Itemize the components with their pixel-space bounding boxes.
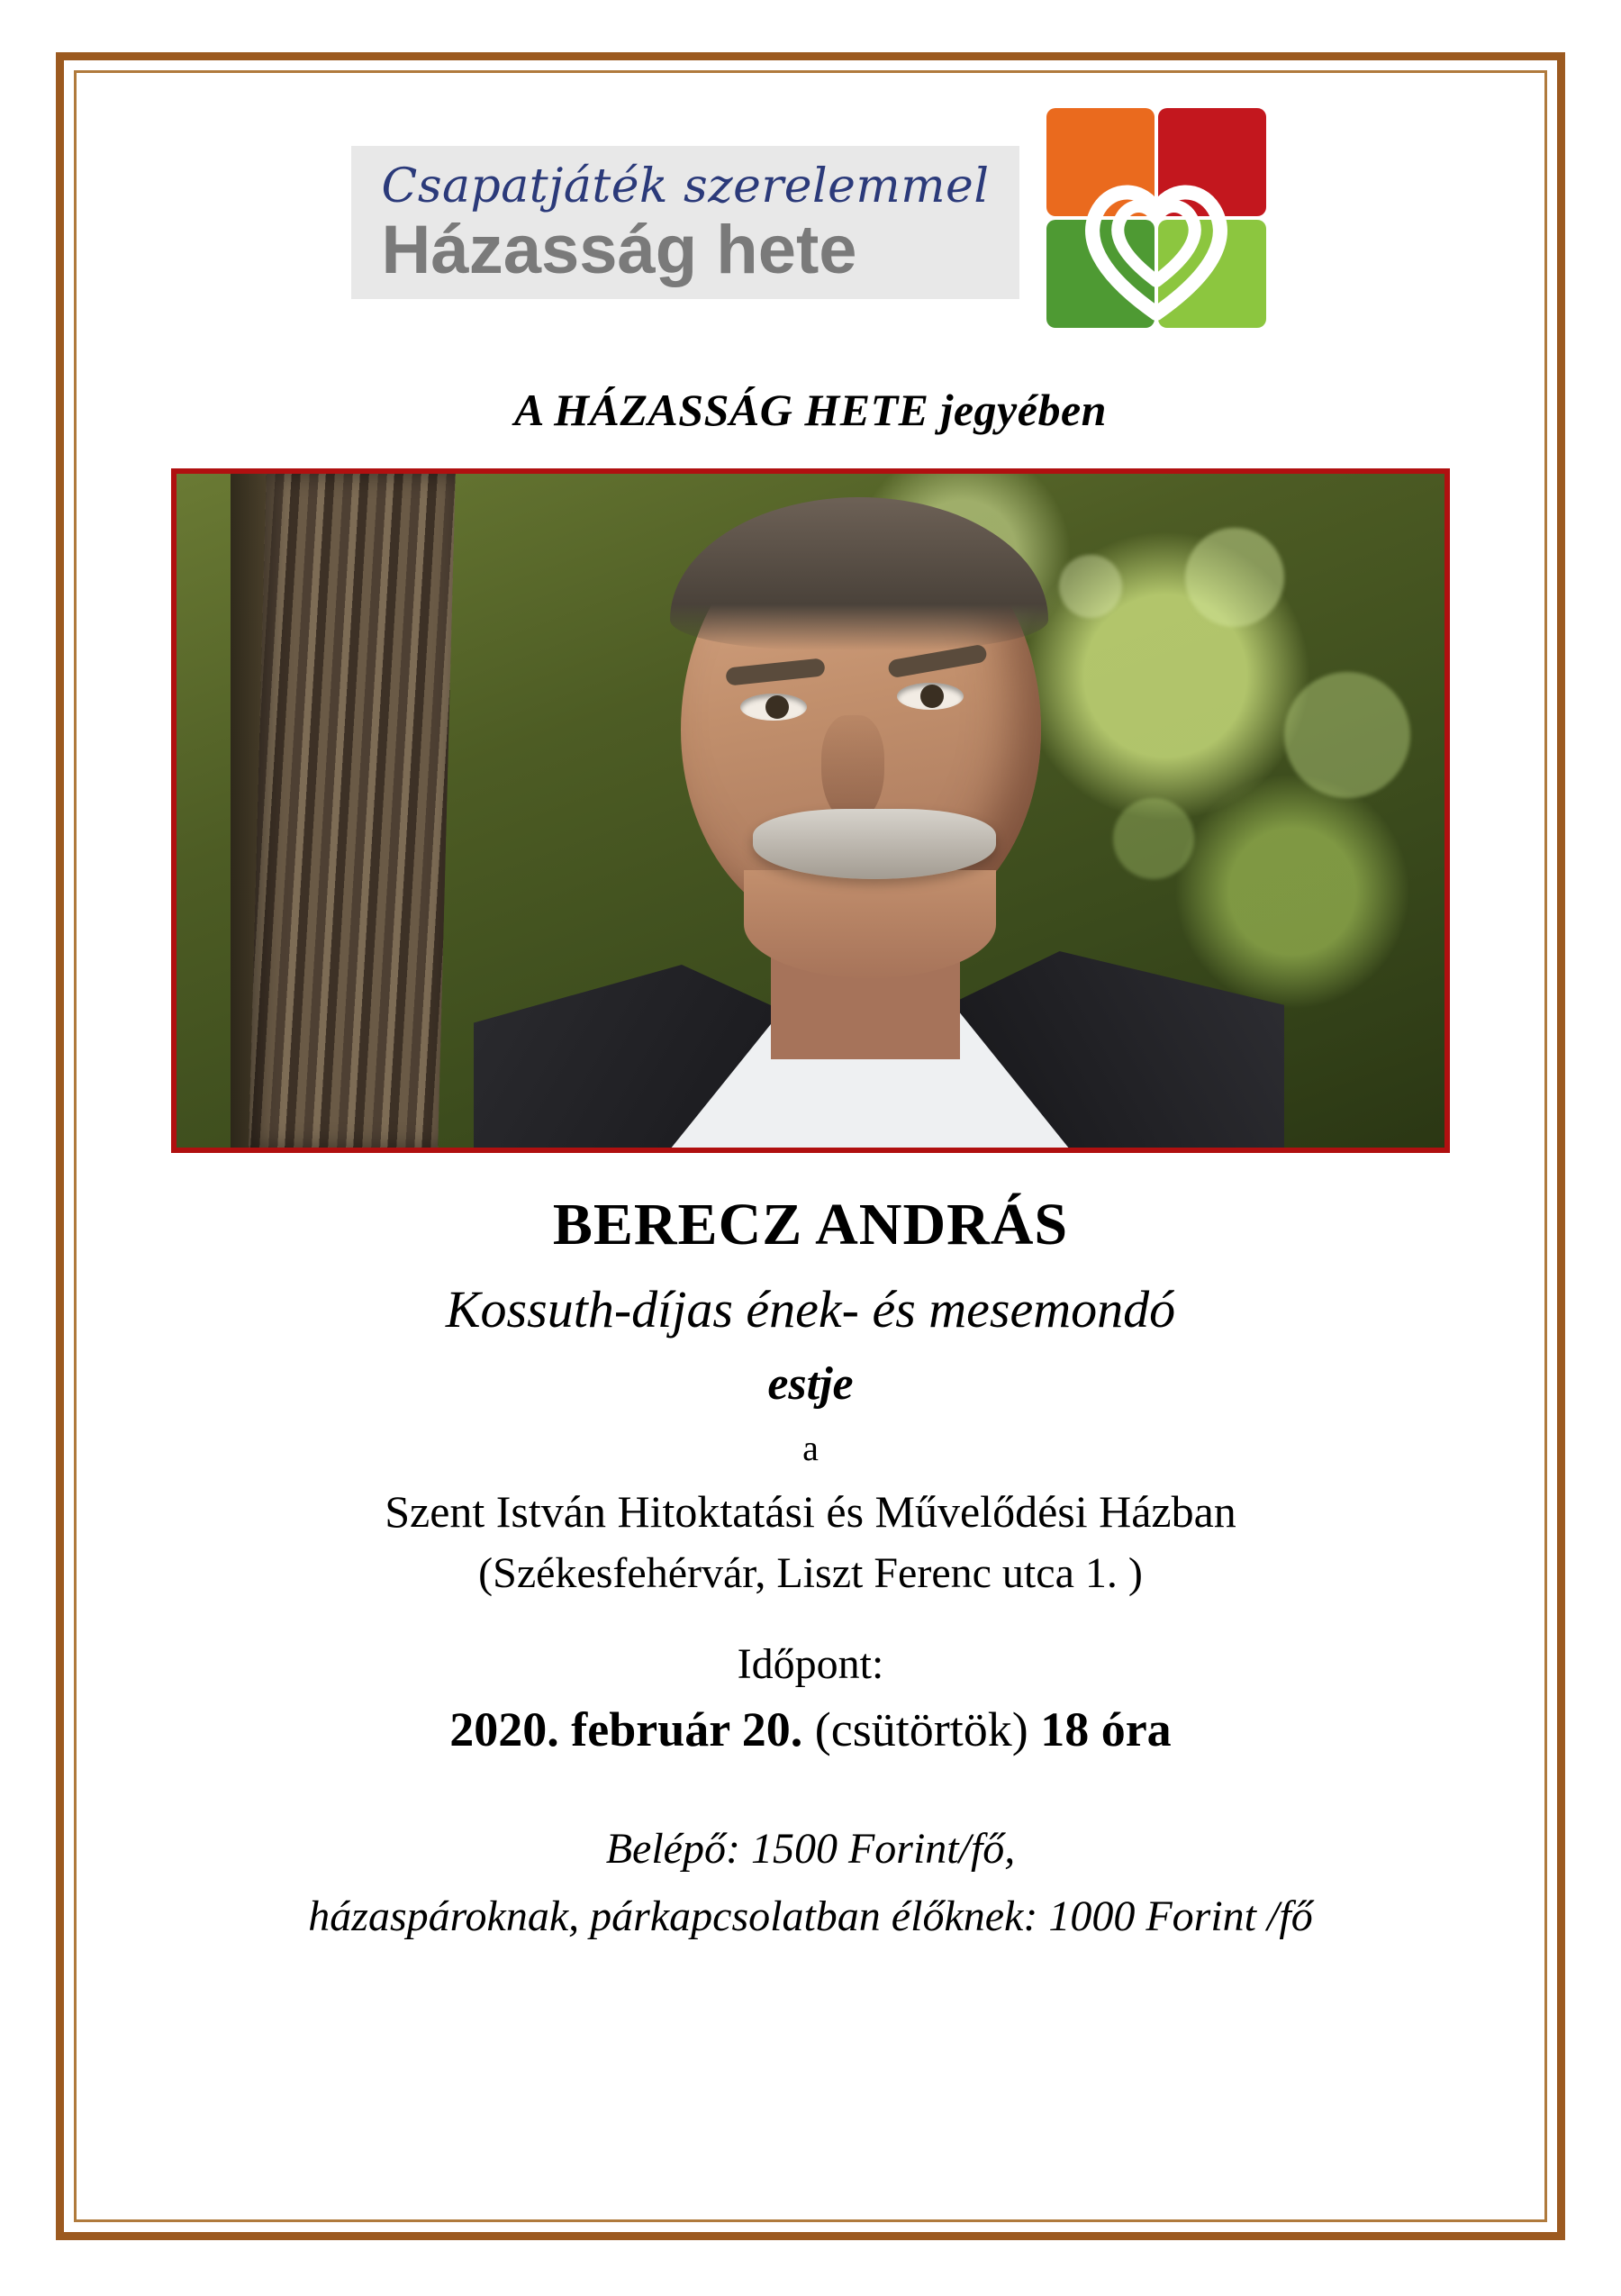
connector-word: a — [802, 1428, 819, 1468]
poster-content — [146, 104, 1475, 1941]
venue-address: (Székesfehérvár, Liszt Ferenc utca 1. ) — [478, 1549, 1143, 1597]
venue-name: Szent István Hitoktatási és Művelődési Házban — [385, 1486, 1236, 1537]
photo-pupil-right — [920, 685, 944, 708]
logo-title: Házasság hete — [381, 212, 857, 289]
ticket-price-general: Belépő: 1500 Forint/fő, — [605, 1825, 1016, 1873]
event-date: 2020. február 20. — [449, 1702, 803, 1756]
performer-name: BERECZ ANDRÁS — [552, 1192, 1069, 1257]
photo-chin — [744, 870, 996, 978]
event-weekday: (csütörtök) — [802, 1702, 1041, 1756]
photo-tree-trunk — [249, 474, 456, 1148]
logo-tagline: Csapatjáték szerelemmel — [381, 159, 990, 213]
performer-photo — [171, 468, 1450, 1153]
performer-role: Kossuth-díjas ének- és mesemondó — [445, 1280, 1176, 1339]
hazassag-hete-heart-logo-icon — [1043, 104, 1270, 340]
logo-band — [146, 104, 1475, 340]
event-time-label: Időpont: — [737, 1640, 884, 1688]
photo-pupil-left — [765, 695, 789, 719]
logo-text-block — [351, 146, 1020, 299]
photo-moustache — [753, 809, 996, 879]
photo-nose — [821, 715, 884, 823]
photo-hair — [670, 497, 1048, 650]
event-hour: 18 óra — [1040, 1702, 1172, 1756]
photo-background — [177, 474, 1444, 1148]
performer-role-secondary: estje — [767, 1358, 854, 1410]
ticket-price-couples: házaspároknak, párkapcsolatban élőknek: 1000 Forint /fő — [308, 1892, 1313, 1940]
poster-subtitle: A HÁZASSÁG HETE jegyében — [514, 385, 1107, 435]
event-time-value — [146, 1702, 1475, 1757]
